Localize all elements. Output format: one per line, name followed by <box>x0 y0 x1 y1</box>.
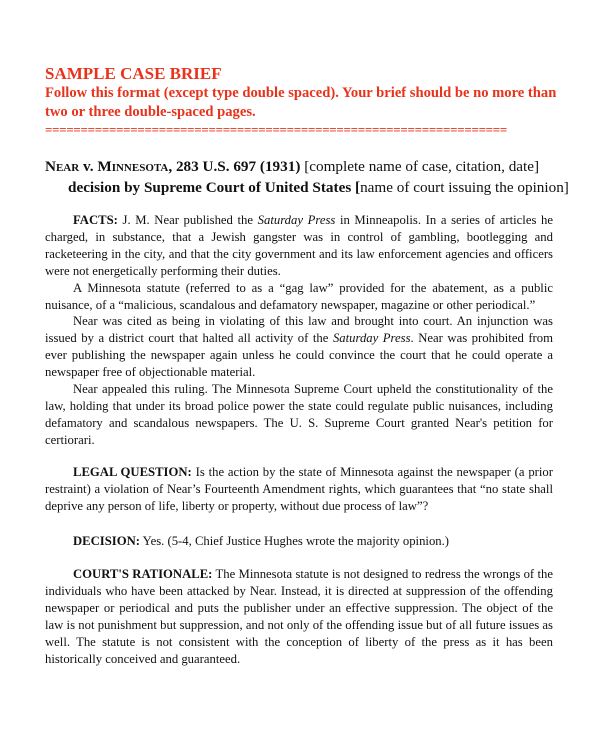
decision-paragraph <box>45 533 553 550</box>
decision-section <box>45 533 553 550</box>
case-citation-line <box>45 157 539 176</box>
facts-text-1a: J. M. Near published the <box>117 213 258 227</box>
rationale-label: COURT'S RATIONALE: <box>73 567 213 581</box>
rationale-paragraph <box>45 566 553 667</box>
facts-text-1b: in Minneapolis. In a series of articles he charged, in substance, that a Jewish gangster was in control of gambling, bootlegging and racketeering in the city, and that the city government and its law enforcement agencies and officers were not energetically performing their duties. <box>45 213 553 278</box>
court-name: decision by Supreme Court of United States [ <box>68 179 361 196</box>
separator-rule: ================================================================= <box>45 123 508 137</box>
versus: v. <box>79 158 98 175</box>
rationale-text: The Minnesota statute is not designed to redress the wrongs of the individuals who have been attacked by Near. Instead, it is directed at suppression of the offending newspaper or periodical and puts the publisher under an effective suppression. The object of the law is not punishment but suppression, and not only of the offending issue but of all future issues as well. The statute is not consistent with the conception of liberty of the press as it has been historically conceived and guaranteed. <box>45 567 553 666</box>
decision-label: DECISION: <box>73 534 140 548</box>
facts-section <box>45 212 553 449</box>
newspaper-title: Saturday Press <box>332 331 411 346</box>
facts-label: FACTS: <box>73 213 118 227</box>
facts-text-3b: . Near was prohibited from ever publishing the newspaper again unless he could convince the court that he could operate a newspaper free of objectionable material. <box>45 331 553 380</box>
case-citation: , 283 U.S. 697 (1931) <box>168 158 301 175</box>
legal-question-label: LEGAL QUESTION: <box>73 465 192 479</box>
facts-paragraph-3 <box>45 313 553 381</box>
decision-text: Yes. (5-4, Chief Justice Hughes wrote the majority opinion.) <box>139 534 450 548</box>
legal-question-text: Is the action by the state of Minnesota against the newspaper (a prior restraint) a violation of Near’s Fourteenth Amendment rights, which guarantees that “no state shall deprive any person of life, liberty or property, without due process of law”? <box>45 465 553 513</box>
legal-question-paragraph <box>45 464 553 515</box>
facts-paragraph-4: Near appealed this ruling. The Minnesota Supreme Court upheld the constitutionality of the law, holding that under its broad police power the state could regulate public nuisances, including defamatory and scandalous newspapers. The U. S. Supreme Court granted Near's petition for certiorari. <box>45 382 553 447</box>
legal-question-section <box>45 464 553 515</box>
citation-note: [complete name of case, citation, date] <box>300 158 540 175</box>
rationale-section <box>45 566 553 667</box>
court-line <box>68 178 569 197</box>
facts-text-3a: Near was cited as being in violating of this law and brought into court. An injunction was issued by a district court that halted all activity of the <box>45 314 553 346</box>
party-near: Near <box>45 158 80 175</box>
format-instructions: Follow this format (except type double spaced). Your brief should be no more than two or three double-spaced pages. <box>45 85 557 120</box>
document-title: SAMPLE CASE BRIEF <box>45 64 222 83</box>
court-note: name of court issuing the opinion] <box>360 179 569 196</box>
newspaper-title: Saturday Press <box>257 213 336 227</box>
facts-paragraph-2: A Minnesota statute (referred to as a “gag law” provided for the abatement, as a public nuisance, of a “malicious, scandalous and defamatory newspaper, magazine or other periodical.” <box>45 280 553 312</box>
party-minnesota: Minnesota <box>97 158 169 175</box>
facts-paragraph-1 <box>45 212 553 280</box>
